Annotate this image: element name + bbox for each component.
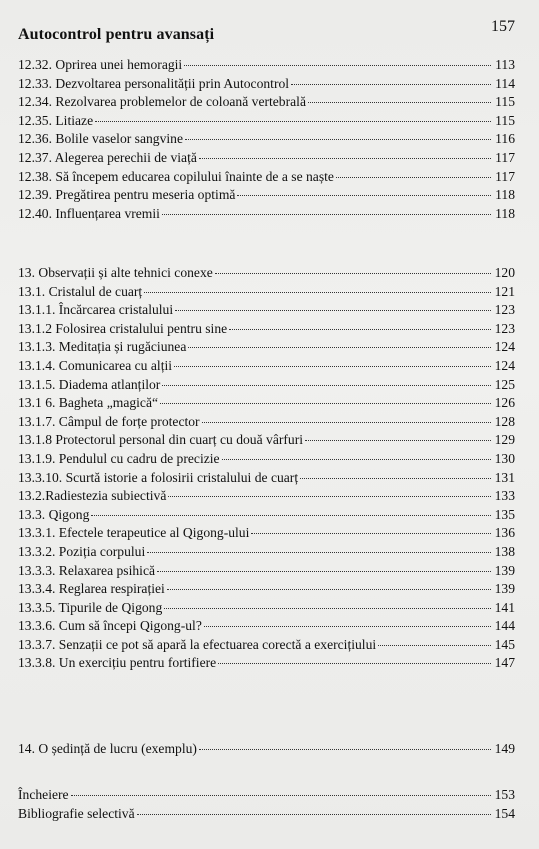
toc-entry-page: 136 — [494, 525, 515, 541]
toc-entry-title: 13.1. Cristalul de cuarț — [18, 283, 143, 299]
toc-entry — [18, 376, 515, 395]
dot-leader — [91, 515, 491, 516]
dot-leader — [237, 195, 491, 196]
toc-entry-page: 154 — [494, 805, 515, 821]
toc-entry-page: 141 — [494, 599, 515, 615]
toc-entry-page: 125 — [494, 376, 515, 392]
toc-entry-title: 13.1.4. Comunicarea cu alții — [18, 357, 173, 373]
toc-entry-title: 13.3.4. Reglarea respirației — [18, 581, 165, 597]
toc-entry-title: 13.3.3. Relaxarea psihică — [18, 562, 156, 578]
dot-leader — [162, 214, 491, 215]
toc-entry — [18, 130, 515, 149]
toc-entry-page: 123 — [494, 302, 515, 318]
dot-leader — [174, 366, 491, 367]
toc-entry-title: 13.3.6. Cum să începi Qigong-ul? — [18, 618, 202, 634]
dot-leader — [291, 84, 491, 85]
toc-entry-page: 149 — [494, 741, 515, 756]
toc-entry-title: 13.3.5. Tipurile de Qigong — [18, 599, 163, 615]
dot-leader — [308, 102, 491, 103]
toc-entry-title: 12.33. Dezvoltarea personalității prin Autocontrol — [18, 75, 290, 91]
toc-entry-title: 12.40. Influențarea vremii — [18, 205, 160, 221]
toc-entry-page: 113 — [495, 57, 515, 72]
toc-entry-page: 139 — [494, 562, 515, 578]
toc-entry-title: 13.3. Qigong — [18, 506, 90, 522]
dot-leader — [215, 273, 491, 274]
toc-entry-title: 13.1.8 Protectorul personal din cuarț cu două vârfuri — [18, 432, 304, 448]
toc-entry-title: 12.34. Rezolvarea problemelor de coloană vertebrală — [18, 94, 306, 110]
toc-entry-title: 13.3.7. Senzații ce pot să apară la efectuarea corectă a exercițiului — [18, 636, 377, 652]
toc-entry — [18, 654, 515, 673]
toc-entry — [18, 93, 515, 112]
toc-entry-title: 13.3.2. Poziția corpului — [18, 543, 146, 559]
toc-entry — [18, 740, 515, 759]
dot-leader — [218, 663, 491, 664]
toc-entry-page: 116 — [495, 131, 515, 147]
toc-entry — [18, 394, 515, 413]
dot-leader — [199, 158, 491, 159]
toc-entry — [18, 469, 515, 488]
toc-entry — [18, 805, 515, 824]
toc-entry-page: 118 — [495, 187, 515, 203]
toc-entry-page: 147 — [494, 655, 515, 671]
dot-leader — [185, 139, 491, 140]
toc-entry-title: 13.1.5. Diadema atlanților — [18, 376, 161, 392]
dot-leader — [305, 440, 491, 441]
dot-leader — [164, 608, 491, 609]
dot-leader — [336, 177, 491, 178]
toc-entry-title: 14. O ședință de lucru (exemplu) — [18, 741, 197, 756]
toc-entry-title: 12.35. Litiaze — [18, 112, 94, 128]
toc-entry — [18, 562, 515, 581]
toc-entry — [18, 543, 515, 562]
toc-section-12 — [18, 56, 515, 223]
toc-entry — [18, 580, 515, 599]
toc-entry-title: 13.1.2 Folosirea cristalului pentru sine — [18, 320, 228, 336]
toc-entry-title: Bibliografie selectivă — [18, 805, 135, 821]
dot-leader — [147, 552, 491, 553]
toc-entry-title: 13.1.3. Meditația și rugăciunea — [18, 339, 187, 355]
running-title: Autocontrol pentru avansați — [18, 26, 215, 43]
toc-entry-page: 128 — [494, 413, 515, 429]
dot-leader — [160, 403, 491, 404]
toc-entry — [18, 357, 515, 376]
toc-entry — [18, 264, 515, 283]
toc-entry-title: 13.1.1. Încărcarea cristalului — [18, 302, 174, 318]
toc-entry — [18, 636, 515, 655]
toc-entry-title: 12.32. Oprirea unei hemoragii — [18, 57, 183, 72]
toc-entry-page: 126 — [494, 395, 515, 411]
toc-entry-page: 131 — [494, 469, 515, 485]
dot-leader — [251, 533, 491, 534]
toc-entry — [18, 506, 515, 525]
toc-entry — [18, 205, 515, 224]
dot-leader — [300, 478, 491, 479]
dot-leader — [184, 65, 491, 66]
dot-leader — [167, 589, 491, 590]
toc-section-14 — [18, 740, 515, 759]
toc-entry — [18, 786, 515, 805]
dot-leader — [229, 329, 491, 330]
toc-entry-page: 133 — [494, 488, 515, 504]
toc-entry — [18, 524, 515, 543]
toc-entry — [18, 301, 515, 320]
toc-entry-title: 13.1.7. Câmpul de forțe protector — [18, 413, 200, 429]
toc-entry — [18, 413, 515, 432]
toc-entry — [18, 75, 515, 94]
toc-section-13 — [18, 264, 515, 673]
toc-entry — [18, 338, 515, 357]
toc-entry-page: 153 — [494, 787, 515, 802]
toc-entry-title: 13.3.10. Scurtă istorie a folosirii cristalului de cuarț — [18, 469, 299, 485]
toc-entry-page: 117 — [495, 149, 515, 165]
toc-entry-page: 130 — [494, 450, 515, 466]
toc-entry — [18, 450, 515, 469]
toc-entry-title: 12.38. Să începem educarea copilului înainte de a se naște — [18, 168, 334, 184]
toc-section-end-matter — [18, 786, 515, 823]
toc-entry-page: 129 — [494, 432, 515, 448]
dot-leader — [144, 292, 491, 293]
toc-entry-page: 115 — [495, 94, 515, 110]
toc-entry-page: 135 — [494, 506, 515, 522]
toc-entry — [18, 617, 515, 636]
toc-entry — [18, 487, 515, 506]
toc-entry-page: 120 — [494, 265, 515, 280]
dot-leader — [222, 459, 491, 460]
dot-leader — [202, 422, 491, 423]
toc-entry-page: 124 — [494, 357, 515, 373]
toc-entry — [18, 599, 515, 618]
toc-entry-title: 13.3.1. Efectele terapeutice al Qigong-ului — [18, 525, 250, 541]
toc-entry-title: 13.2.Radiestezia subiectivă — [18, 488, 167, 504]
toc-entry — [18, 283, 515, 302]
dot-leader — [71, 795, 491, 796]
dot-leader — [199, 749, 491, 750]
toc-entry-title: 12.39. Pregătirea pentru meseria optimă — [18, 187, 236, 203]
toc-entry-title: 13.1 6. Bagheta „magică“ — [18, 395, 159, 411]
toc-entry-page: 144 — [494, 618, 515, 634]
toc-entry-page: 138 — [494, 543, 515, 559]
dot-leader — [204, 626, 491, 627]
toc-entry — [18, 186, 515, 205]
toc-entry — [18, 168, 515, 187]
toc-entry-title: 13.1.9. Pendulul cu cadru de precizie — [18, 450, 220, 466]
dot-leader — [168, 496, 491, 497]
toc-entry-page: 139 — [494, 581, 515, 597]
toc-entry — [18, 149, 515, 168]
toc-entry-title: 12.37. Alegerea perechii de viață — [18, 149, 197, 165]
page-header — [18, 18, 515, 44]
toc-entry-page: 145 — [494, 636, 515, 652]
dot-leader — [137, 814, 491, 815]
toc-entry — [18, 320, 515, 339]
page-number: 157 — [491, 18, 515, 35]
toc-entry-title: 13. Observații și alte tehnici conexe — [18, 265, 213, 280]
toc-entry-page: 114 — [495, 75, 515, 91]
dot-leader — [157, 571, 491, 572]
toc-entry — [18, 431, 515, 450]
toc-entry-page: 121 — [494, 283, 515, 299]
toc-entry-title: 13.3.8. Un exercițiu pentru fortifiere — [18, 655, 217, 671]
toc-entry-title: 12.36. Bolile vaselor sangvine — [18, 131, 183, 147]
dot-leader — [378, 645, 491, 646]
dot-leader — [95, 121, 491, 122]
dot-leader — [175, 310, 491, 311]
toc-entry-page: 117 — [495, 168, 515, 184]
dot-leader — [162, 385, 491, 386]
dot-leader — [188, 347, 491, 348]
toc-entry-title: Încheiere — [18, 787, 69, 802]
toc-entry-page: 124 — [494, 339, 515, 355]
toc-entry-page: 115 — [495, 112, 515, 128]
toc-entry-page: 118 — [495, 205, 515, 221]
toc-entry — [18, 112, 515, 131]
toc-entry-page: 123 — [494, 320, 515, 336]
toc-entry — [18, 56, 515, 75]
